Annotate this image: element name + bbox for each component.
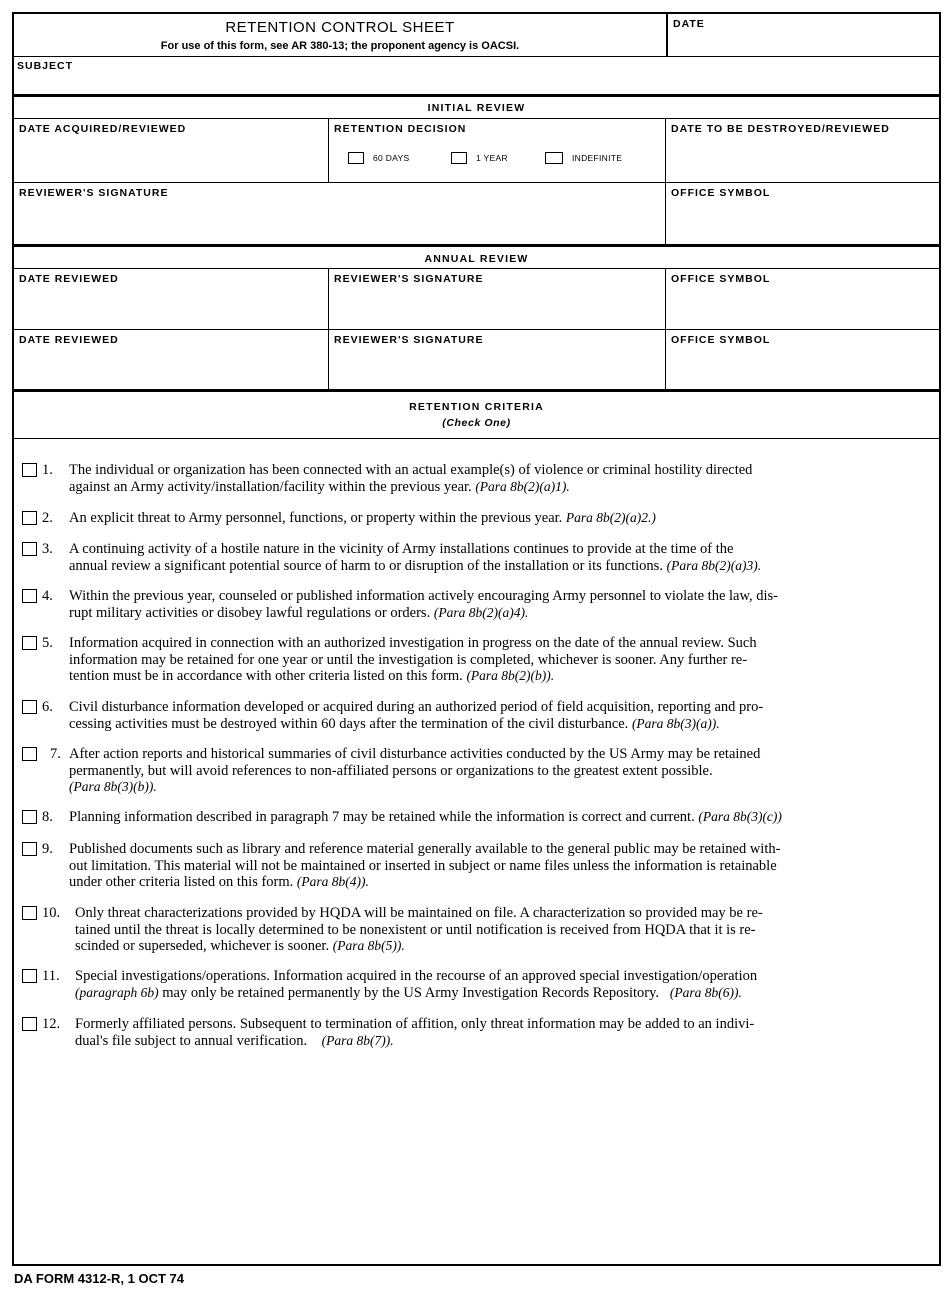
annual-review-header	[14, 247, 939, 269]
checkbox[interactable]	[545, 152, 563, 164]
form-title: RETENTION CONTROL SHEET	[225, 19, 455, 36]
retention-criteria-subtitle: (Check One)	[442, 417, 511, 429]
initial-review-row	[14, 119, 939, 183]
option-1-year[interactable]: 1 YEAR	[451, 152, 508, 164]
date-label: DATE	[673, 18, 705, 30]
annual-office-symbol-label: OFFICE SYMBOL	[671, 273, 771, 285]
retention-decision-field	[328, 119, 665, 182]
initial-review-title: INITIAL REVIEW	[427, 102, 526, 114]
date-reviewed-field[interactable]	[14, 269, 328, 329]
date-destroyed-field[interactable]	[665, 119, 939, 182]
date-reviewed-label: DATE REVIEWED	[19, 334, 119, 346]
retention-criteria-header	[14, 392, 939, 439]
criterion-checkbox[interactable]	[22, 969, 37, 983]
criterion-checkbox[interactable]	[22, 542, 37, 556]
date-field[interactable]	[666, 14, 939, 56]
annual-reviewer-signature-field[interactable]	[328, 330, 665, 389]
form-number: DA FORM 4312-R, 1 OCT 74	[14, 1271, 185, 1286]
retention-control-form	[12, 12, 941, 1266]
date-acquired-field[interactable]	[14, 119, 328, 182]
header-row	[14, 14, 939, 57]
checkbox[interactable]	[348, 152, 364, 164]
initial-review-header	[14, 97, 939, 119]
criterion-checkbox[interactable]	[22, 511, 37, 525]
title-block	[14, 14, 666, 56]
checkbox[interactable]	[451, 152, 467, 164]
date-reviewed-label: DATE REVIEWED	[19, 273, 119, 285]
annual-office-symbol-field[interactable]	[665, 269, 939, 329]
initial-review-signature-row	[14, 183, 939, 247]
criterion-checkbox[interactable]	[22, 636, 37, 650]
criterion-checkbox[interactable]	[22, 1017, 37, 1031]
reviewer-signature-label: REVIEWER'S SIGNATURE	[19, 187, 169, 199]
criterion-checkbox[interactable]	[22, 906, 37, 920]
date-acquired-label: DATE ACQUIRED/REVIEWED	[19, 123, 187, 135]
retention-decision-label: RETENTION DECISION	[334, 123, 467, 135]
criterion-checkbox[interactable]	[22, 747, 37, 761]
criterion-checkbox[interactable]	[22, 700, 37, 714]
annual-office-symbol-field[interactable]	[665, 330, 939, 389]
annual-review-title: ANNUAL REVIEW	[424, 253, 529, 265]
annual-review-row	[14, 269, 939, 330]
form-subtitle: For use of this form, see AR 380-13; the proponent agency is OACSI.	[160, 40, 520, 52]
date-reviewed-field[interactable]	[14, 330, 328, 389]
criterion-checkbox[interactable]	[22, 842, 37, 856]
annual-reviewer-signature-field[interactable]	[328, 269, 665, 329]
criterion-checkbox[interactable]	[22, 589, 37, 603]
annual-review-row	[14, 330, 939, 392]
retention-criteria-title: RETENTION CRITERIA	[409, 401, 544, 413]
reviewer-signature-field[interactable]	[14, 183, 665, 244]
criterion-checkbox[interactable]	[22, 463, 37, 477]
date-destroyed-label: DATE TO BE DESTROYED/REVIEWED	[671, 123, 890, 135]
annual-office-symbol-label: OFFICE SYMBOL	[671, 334, 771, 346]
option-indefinite[interactable]: INDEFINITE	[545, 152, 622, 164]
office-symbol-label: OFFICE SYMBOL	[671, 187, 771, 199]
annual-reviewer-signature-label: REVIEWER'S SIGNATURE	[334, 334, 484, 346]
annual-reviewer-signature-label: REVIEWER'S SIGNATURE	[334, 273, 484, 285]
subject-label: SUBJECT	[17, 60, 74, 72]
option-60-days[interactable]: 60 DAYS	[348, 152, 409, 164]
subject-field[interactable]	[14, 57, 939, 97]
criterion-checkbox[interactable]	[22, 810, 37, 824]
office-symbol-field[interactable]	[665, 183, 939, 244]
criteria-list: 1. The individual or organization has been connected with an actual example(s) of violence or criminal hostility directed against an Army activity/installation/facility within the previous year. (Para 8b(2)(a)1). 2. An explicit threat to Army personnel, functions, or property within the previous year. Para 8b(2)(a)2.) 3. A continuing activity of a hostile nature in the vicinity of Army installations continues to provide at the time of the annual review a significant potential source of harm to or disruption of the installation or its functions. (Para 8b(2)(a)3). 4. Within the previous year, counseled or published information actively encouraging Army personnel to violate the law, dis- rupt military activities or disobey lawful regulations or orders. (Para 8b(2)(a)4). 5. Information acquired in connection with an authorized investigation in progress on the date of the annual review. Such information may be retained for one year or until the investigation is completed, whichever is sooner. Any further re- tention must be in accordance with other criteria listed on this form. (Para 8b(2)(b)). 6. Civil disturbance information developed or acquired during an authorized period of field acquisition, reporting and pro- cessing activities must be destroyed within 60 days after the termination of the civil disturbance. (Para 8b(3)(a)). 7. After action reports and historical summaries of civil disturbance activities conducted by the US Army may be retained permanently, but will avoid references to non-affiliated persons or organizations to the greatest extent possible. (Para 8b(3)(b)). 8. Planning information described in paragraph 7 may be retained while the information is correct and current. (Para 8b(3)(c)) 9. Published documents such as library and reference material generally available to the general public may be retained with- out limitation. This material will not be maintained or inserted in subject or name files unless the information is retainable under other criteria listed on this form. (Para 8b(4)). 10. Only threat characterizations provided by HQDA will be maintained on file. A characterization so provided may be re- tained until the threat is locally determined to be nonexistent or until notification is received from HQDA that it is re- scinded or superseded, whichever is sooner. (Para 8b(5)). 11. Special investigations/operations. Information acquired in the recourse of an approved special investigation/operation (paragraph 6b) may only be retained permanently by the US Army Investigation Records Repository. (Para 8b(6)). 12. Formerly affiliated persons. Subsequent to termination of affition, only threat information may be added to an indivi- dual's file subject to annual verification. (Para 8b(7)).	[14, 438, 939, 1264]
